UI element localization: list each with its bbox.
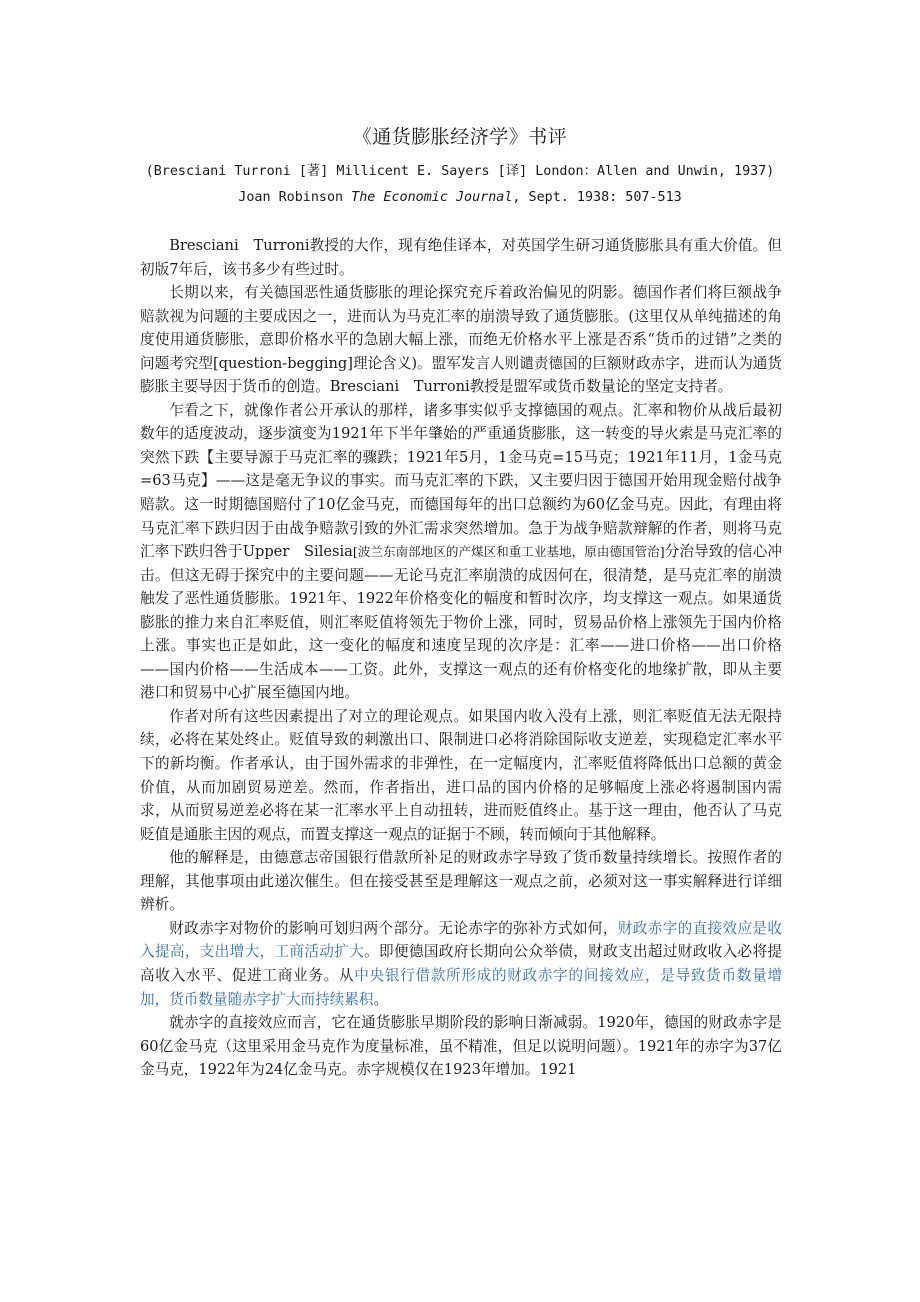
paragraph-4: 作者对所有这些因素提出了对立的理论观点。如果国内收入没有上涨，则汇率贬值无法无限持续，必将在某处终止。贬值导致的刺激出口、限制进口必将消除国际收支逆差，实现稳定汇率水平下的新均衡。作者承认，由于国外需求的非弹性，在一定幅度内，汇率贬值将降低出口总额的黄金价值，从而加剧贸易逆差。然而，作者指出，进口品的国内价格的足够幅度上涨必将遏制国内需求，从而贸易逆差必将在某一汇率水平上自动扭转，进而贬值终止。基于这一理由，他否认了马克贬值是通胀主因的观点，而置支撑这一观点的证据于不顾，转而倾向于其他解释。: [140, 707, 782, 843]
document-title: 《通货膨胀经济学》书评: [352, 126, 568, 148]
paragraph-6-text-a: 财政赤字对物价的影响可划归两个部分。无论赤字的弥补方式如何，: [169, 919, 618, 937]
paragraph-6-text-b: 。即便德国政府长期向公众举债，财政支出超过财政收入必将提高收入水平、促进工商业务。从: [140, 943, 782, 984]
highlight-direct-effect: 财政赤字的直接效应是收入提高，支出增大，工商活动扩大: [140, 919, 782, 961]
journal-name: The Economic Journal: [351, 190, 513, 205]
paragraph-3-text-b: 分治导致的信心冲击。但这无碍于探究中的主要问题——无论马克汇率崩溃的成因何在，很清楚，是马克汇率的崩溃触发了恶性通货膨胀。1921年、1922年价格变化的幅度和暂时次序，均支撑这一观点。如果通货膨胀的推力来自汇率贬值，则汇率贬值将领先于物价上涨，同时，贸易品价格上涨领先于国内价格上涨。事实也正是如此，这一变化的幅度和速度呈现的次序是：汇率——进口价格——出口价格——国内价格——生活成本——工资。此外，支撑这一观点的还有价格变化的地缘扩散，即从主要港口和贸易中心扩展至德国内地。: [140, 543, 782, 702]
paragraph-6: [140, 917, 782, 1011]
article-body: [140, 234, 782, 1082]
byline-review-info: [0, 188, 920, 208]
paragraph-6-text-c: 。: [373, 990, 389, 1008]
paragraph-1: Bresciani Turroni教授的大作，现有绝佳译本，对英国学生研习通货膨胀具有重大价值。但初版7年后，该书多少有些过时。: [140, 237, 782, 278]
review-date-pages: , Sept. 1938: 507-513: [512, 190, 682, 205]
translator-note: [波兰东南部地区的产煤区和重工业基地，原由德国管治]: [352, 544, 665, 560]
highlight-indirect-effect: 中央银行借款所形成的财政赤字的间接效应，是导致货币数量增加，货币数量随赤字扩大而持续累积: [140, 966, 782, 1008]
byline-book-info: (Bresciani Turroni [著] Millicent E. Sayers [译] London：Allen and Unwin, 1937): [145, 164, 775, 179]
paragraph-2: 长期以来，有关德国恶性通货膨胀的理论探究充斥着政治偏见的阴影。德国作者们将巨额战争赔款视为问题的主要成因之一，进而认为马克汇率的崩溃导致了通货膨胀。(这里仅从单纯描述的角度使用通货膨胀，意即价格水平的急剧大幅上涨，而绝无价格水平上涨是否系“货币的过错”之类的问题考究型[question-begging]理论含义)。盟军发言人则谴责德国的巨额财政赤字，进而认为通货膨胀主要导因于货币的创造。Bresciani Turroni教授是盟军或货币数量论的坚定支持者。: [140, 284, 782, 396]
paragraph-7: 就赤字的直接效应而言，它在通货膨胀早期阶段的影响日渐减弱。1920年，德国的财政赤字是60亿金马克（这里采用金马克作为度量标准，虽不精准，但足以说明问题）。1921年的赤字为37亿金马克，1922年为24亿金马克。赤字规模仅在1923年增加。1921: [140, 1014, 782, 1079]
review-author: Joan Robinson: [238, 190, 352, 205]
paragraph-5: 他的解释是，由德意志帝国银行借款所补足的财政赤字导致了货币数量持续增长。按照作者的理解，其他事项由此递次催生。但在接受甚至是理解这一观点之前，必须对这一事实解释进行详细辨析。: [140, 849, 782, 914]
paragraph-3-text-a: 乍看之下，就像作者公开承认的那样，诸多事实似乎支撑德国的观点。汇率和物价从战后最初数年的适度波动，逐步演变为1921年下半年肇始的严重通货膨胀，这一转变的导火索是马克汇率的突然下跌【主要导源于马克汇率的骤跌；1921年5月，1金马克=15马克；1921年11月，1金马克=63马克】——这是毫无争议的事实。而马克汇率的下跌，又主要归因于德国开始用现金赔付战争赔款。这一时期德国赔付了10亿金马克，而德国每年的出口总额约为60亿金马克。因此，有理由将马克汇率下跌归因于由战争赔款引致的外汇需求突然增加。急于为战争赔款辩解的作者，则将马克汇率下跌归咎于Upper Silesia: [140, 401, 782, 561]
paragraph-3: [140, 399, 782, 705]
